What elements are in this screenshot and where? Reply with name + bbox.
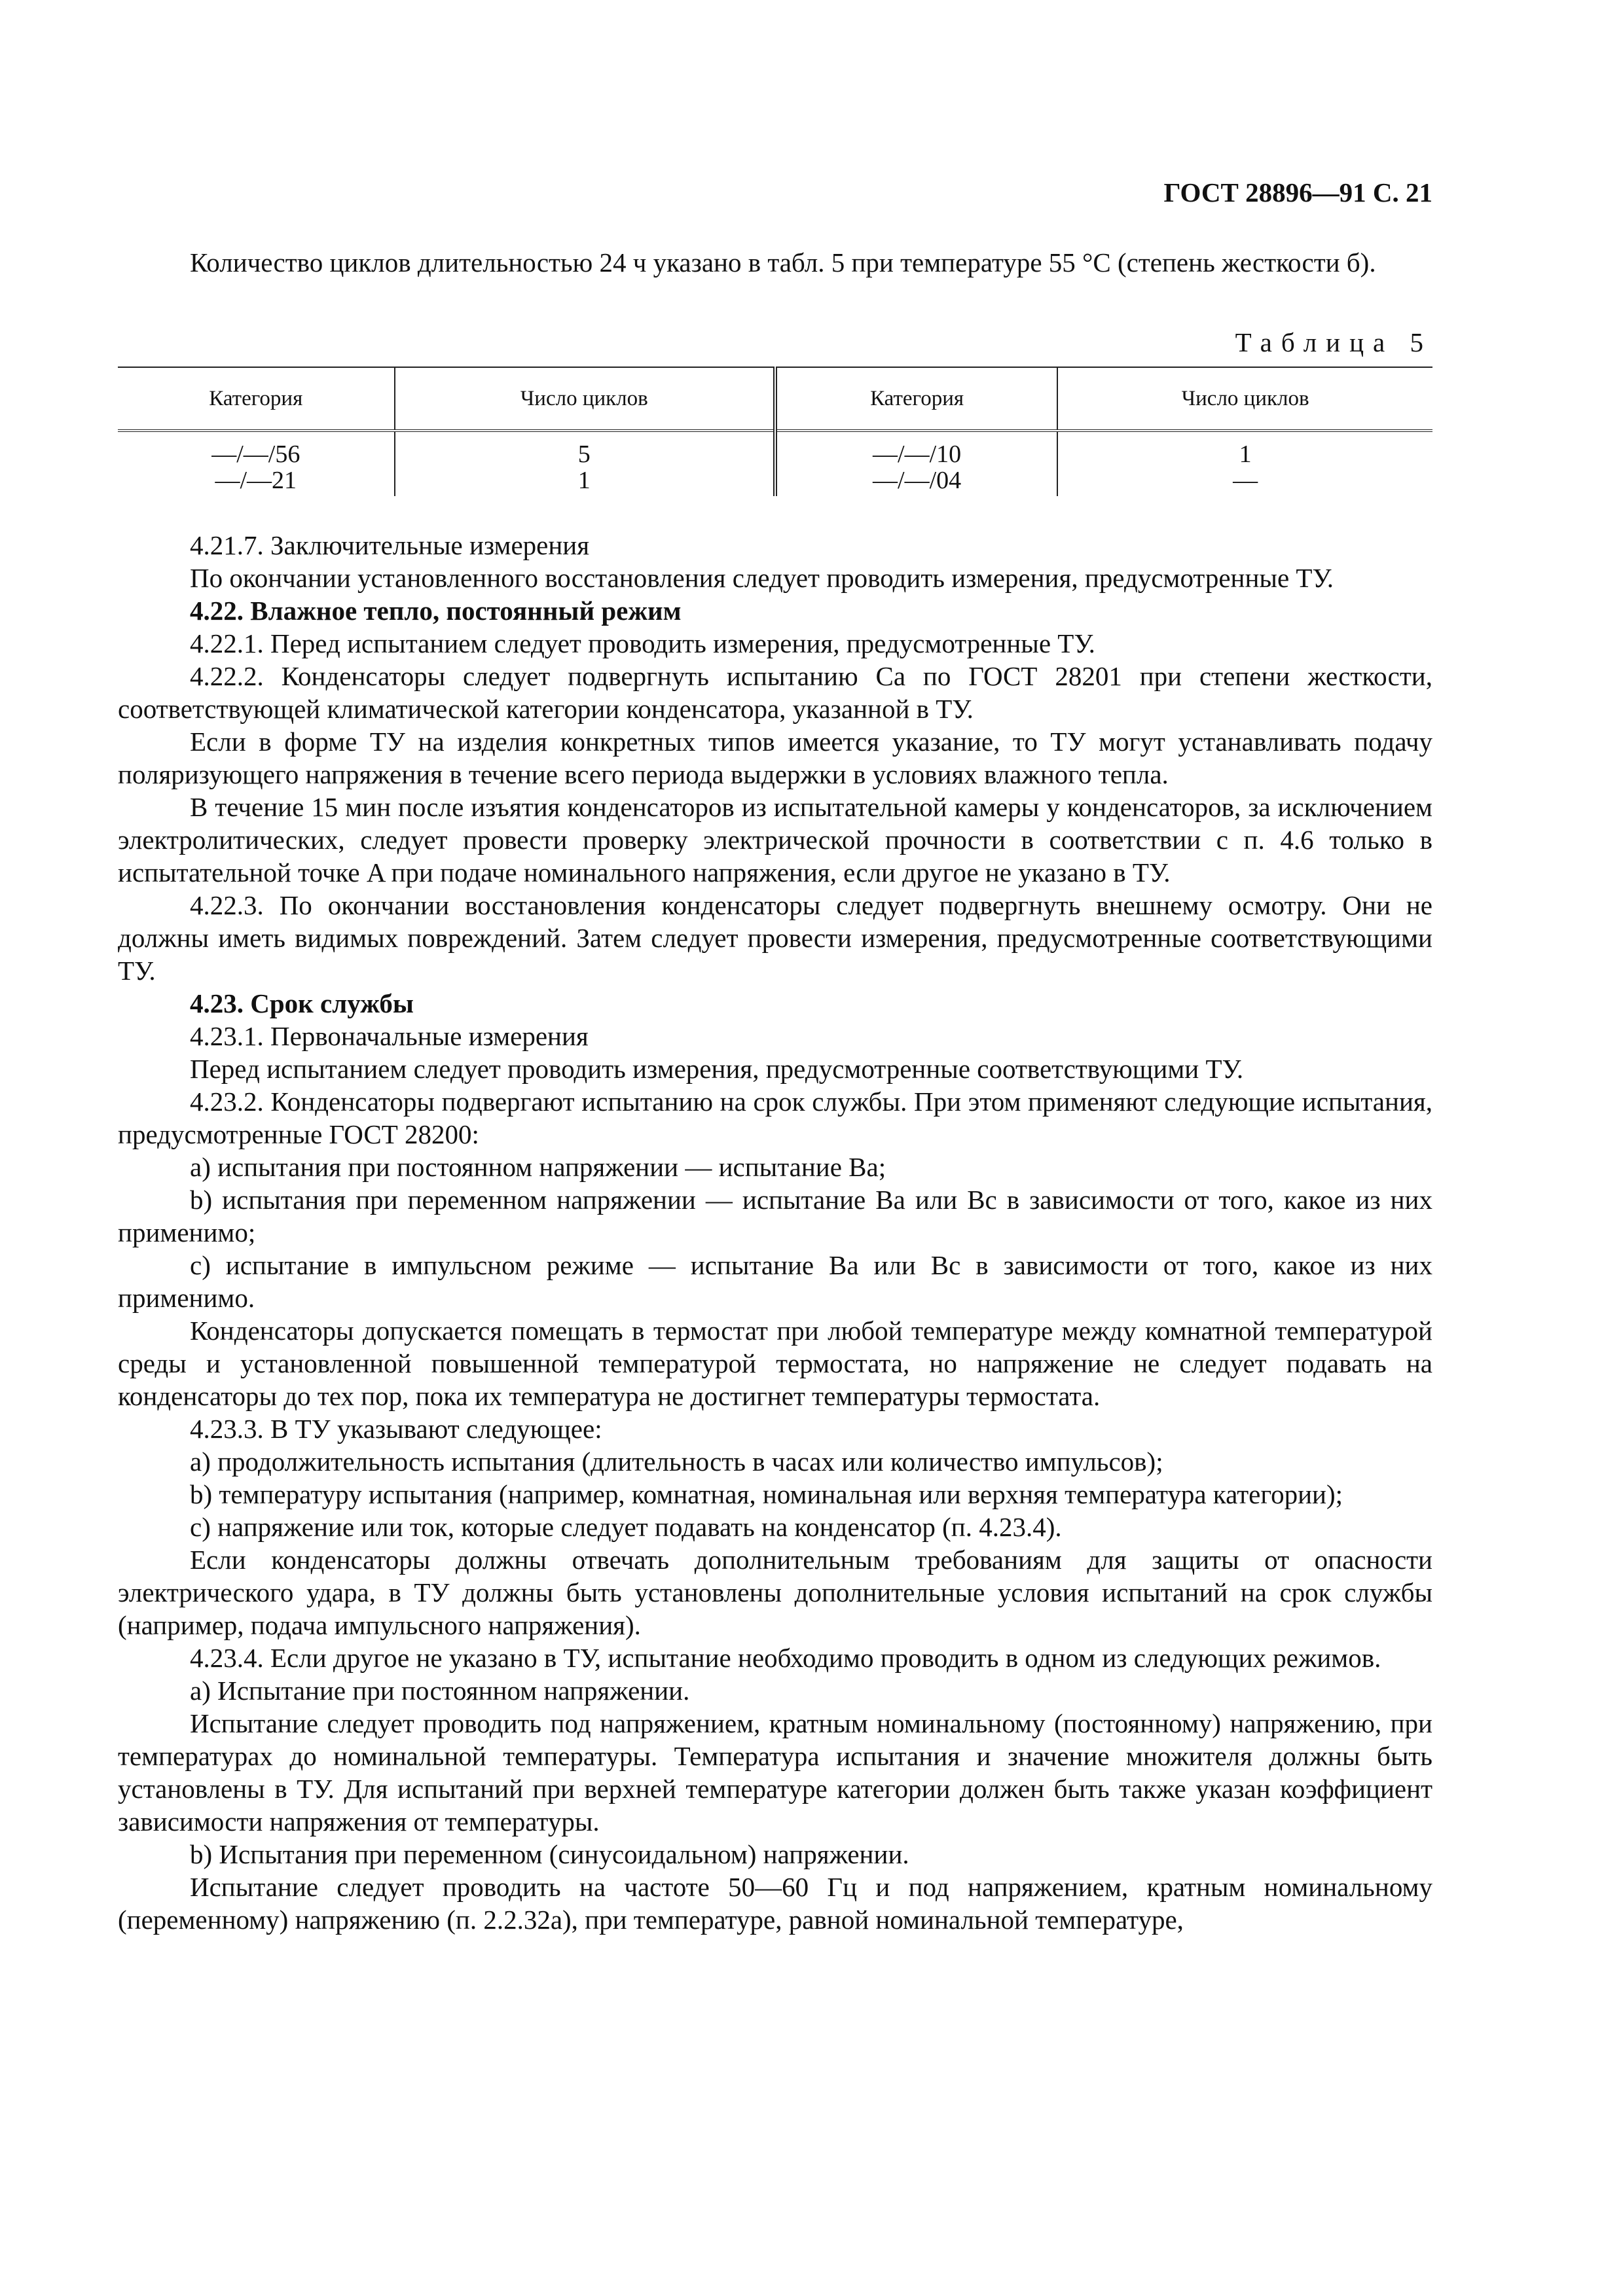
cell-value: 5 bbox=[577, 440, 591, 468]
paragraph: 4.23.1. Первоначальные измерения bbox=[190, 1021, 589, 1051]
paragraph: 4.23.4. Если другое не указано в ТУ, испытание необходимо проводить в одном из следующих режимов. bbox=[190, 1643, 1381, 1673]
header-cycles-2: Число циклов bbox=[1057, 367, 1432, 431]
paragraph: В течение 15 мин после изъятия конденсаторов из испытательной камеры у конденсаторов, за исключением электролитических, следует провести проверку электрической прочности в соответствии с п. 4.6 только в испытательной точке A при подаче номинального напряжения, если другое не указано в ТУ. bbox=[118, 792, 1432, 888]
table-cell bbox=[118, 431, 395, 496]
cell-value: —/—/10 bbox=[873, 440, 962, 468]
table-row bbox=[118, 431, 1432, 496]
paragraph: b) Испытания при переменном (синусоидальном) напряжении. bbox=[190, 1839, 909, 1869]
paragraph: b) температуру испытания (например, комнатная, номинальная или верхняя температура категории); bbox=[190, 1479, 1343, 1509]
paragraph: b) испытания при переменном напряжении — испытание Ва или Вс в зависимости от того, какое из них применимо; bbox=[118, 1185, 1432, 1247]
paragraph: а) испытания при постоянном напряжении — испытание Ва; bbox=[190, 1152, 886, 1182]
page-header: ГОСТ 28896—91 С. 21 bbox=[1163, 177, 1432, 207]
paragraph: а) Испытание при постоянном напряжении. bbox=[190, 1676, 690, 1706]
cell-value: 1 bbox=[1239, 440, 1252, 468]
cell-value: —/—/56 bbox=[211, 440, 301, 468]
table-header-row bbox=[118, 367, 1432, 431]
header-cycles-1: Число циклов bbox=[395, 367, 775, 431]
section-heading: 4.22. Влажное тепло, постоянный режим bbox=[190, 596, 682, 626]
paragraph: По окончании установленного восстановления следует проводить измерения, предусмотренные ТУ. bbox=[190, 563, 1334, 593]
document-body bbox=[118, 246, 1432, 1936]
table-cell bbox=[775, 431, 1057, 496]
paragraph: 4.23.2. Конденсаторы подвергают испытанию на срок службы. При этом применяют следующие испытания, предусмотренные ГОСТ 28200: bbox=[118, 1086, 1432, 1149]
cell-value: — bbox=[1233, 467, 1258, 494]
cell-value: —/—/04 bbox=[873, 467, 962, 494]
paragraph: а) продолжительность испытания (длительность в часах или количество импульсов); bbox=[190, 1446, 1163, 1477]
paragraph: Испытание следует проводить под напряжением, кратным номинальному (постоянному) напряжению, при температурах до номинальной температуры. Температура испытания и значение множителя должны быть установлены в ТУ. Для испытаний при верхней температуре категории должен быть также указан коэффициент зависимости напряжения от температуры. bbox=[118, 1708, 1432, 1837]
paragraph: 4.23.3. В ТУ указывают следующее: bbox=[190, 1414, 602, 1444]
cell-value: —/—21 bbox=[215, 467, 297, 494]
table-cell bbox=[395, 431, 775, 496]
header-category-1: Категория bbox=[118, 367, 395, 431]
paragraph: Если в форме ТУ на изделия конкретных типов имеется указание, то ТУ могут устанавливать подачу поляризующего напряжения в течение всего периода выдержки в условиях влажного тепла. bbox=[118, 726, 1432, 789]
table-cell bbox=[1057, 431, 1432, 496]
table-caption: Таблица 5 bbox=[1235, 327, 1432, 357]
section-heading: 4.23. Срок службы bbox=[190, 988, 414, 1018]
paragraph: Испытание следует проводить на частоте 50—60 Гц и под напряжением, кратным номинальному (переменному) напряжению (п. 2.2.32а), при температуре, равной номинальной температуре, bbox=[118, 1872, 1432, 1935]
paragraph: с) напряжение или ток, которые следует подавать на конденсатор (п. 4.23.4). bbox=[190, 1512, 1062, 1542]
paragraph: Перед испытанием следует проводить измерения, предусмотренные соответствующими ТУ. bbox=[190, 1054, 1244, 1084]
paragraphs bbox=[118, 529, 1432, 1936]
paragraph: 4.21.7. Заключительные измерения bbox=[190, 530, 590, 560]
paragraph: 4.22.1. Перед испытанием следует проводить измерения, предусмотренные ТУ. bbox=[190, 628, 1095, 658]
table-5 bbox=[118, 367, 1432, 496]
paragraph: 4.22.2. Конденсаторы следует подвергнуть испытанию Са по ГОСТ 28201 при степени жесткости, соответствующей климатической категории конденсатора, указанной в ТУ. bbox=[118, 661, 1432, 724]
paragraph: Если конденсаторы должны отвечать дополнительным требованиям для защиты от опасности электрического удара, в ТУ должны быть установлены дополнительные условия испытаний на срок службы (например, подача импульсного напряжения). bbox=[118, 1545, 1432, 1640]
intro-paragraph: Количество циклов длительностью 24 ч указано в табл. 5 при температуре 55 °С (степень жесткости б). bbox=[190, 247, 1376, 278]
header-category-2: Категория bbox=[775, 367, 1057, 431]
paragraph: с) испытание в импульсном режиме — испытание Ва или Вс в зависимости от того, какое из них применимо. bbox=[118, 1250, 1432, 1313]
paragraph: 4.22.3. По окончании восстановления конденсаторы следует подвергнуть внешнему осмотру. Они не должны иметь видимых повреждений. Затем следует провести измерения, предусмотренные соответствующими ТУ. bbox=[118, 890, 1432, 986]
cell-value: 1 bbox=[577, 467, 591, 494]
paragraph: Конденсаторы допускается помещать в термостат при любой температуре между комнатной температурой среды и установленной повышенной температурой термостата, но напряжение не следует подавать на конденсаторы до тех пор, пока их температура не достигнет температуры термостата. bbox=[118, 1316, 1432, 1411]
